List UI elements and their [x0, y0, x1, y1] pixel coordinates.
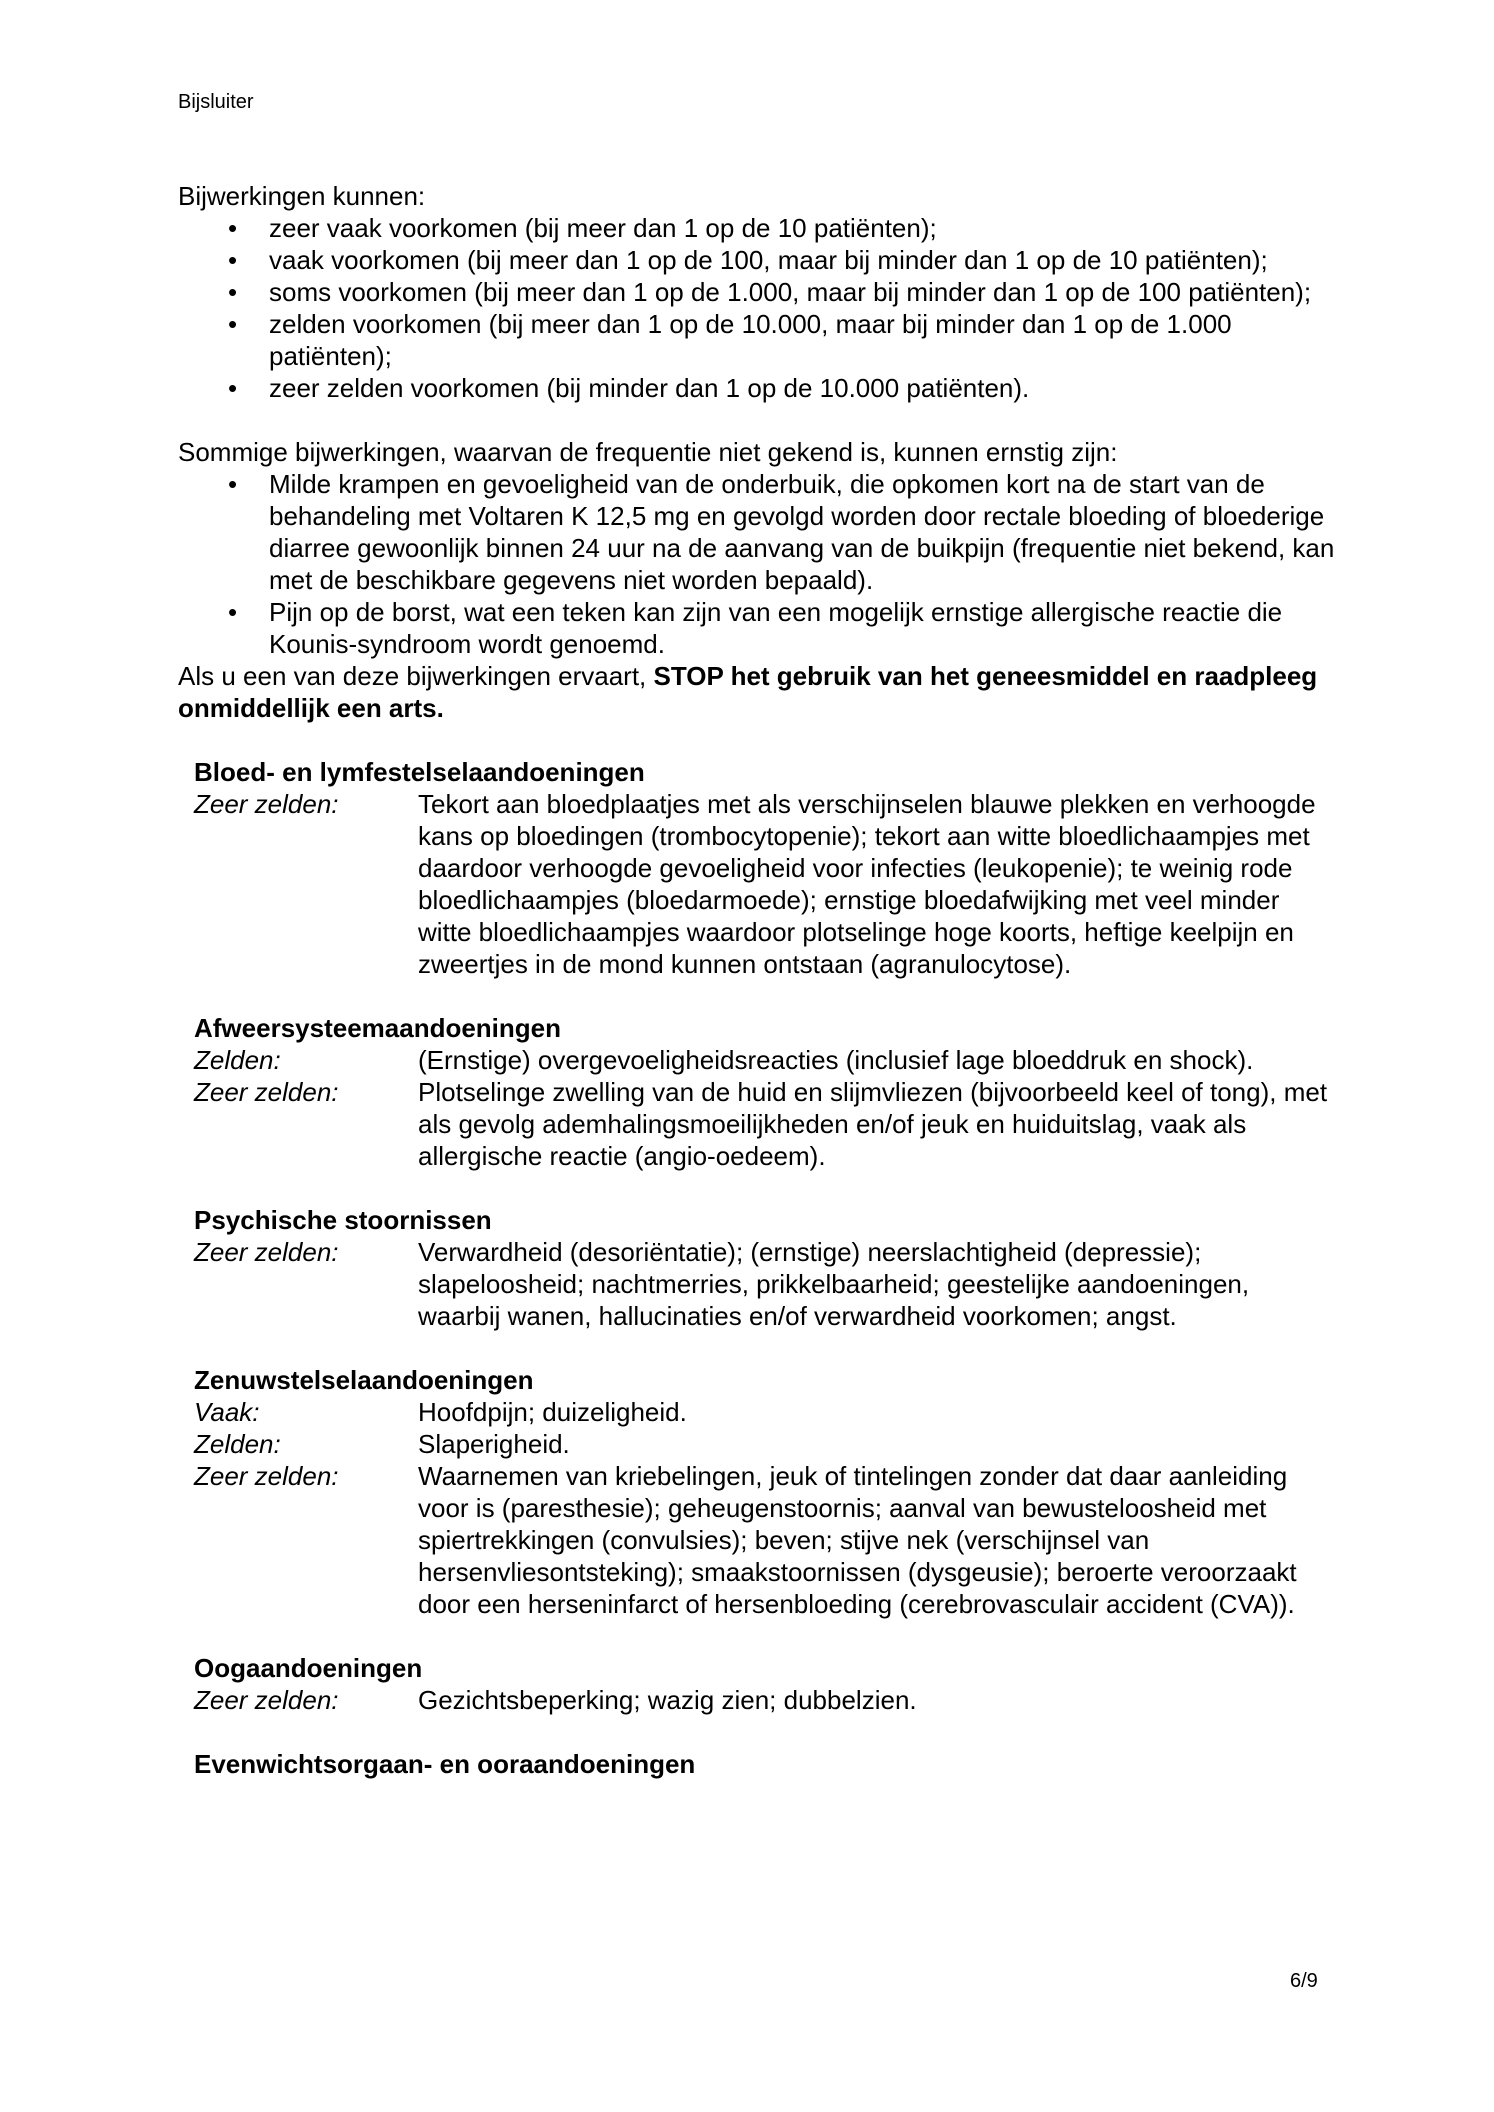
table-row	[194, 1460, 1338, 1620]
page-content	[178, 180, 1338, 1780]
list-item: • zeer vaak voorkomen (bij meer dan 1 op de 10 patiënten);	[178, 212, 1349, 244]
effect-text: Plotselinge zwelling van de huid en slijmvliezen (bijvoorbeeld keel of tong), met als gevolg ademhalingsmoeilijkheden en/of jeuk en huiduitslag, vaak als allergische reactie (angio-oedeem).	[418, 1077, 1328, 1171]
section-title: Oogaandoeningen	[194, 1653, 423, 1683]
effect-text: Hoofdpijn; duizeligheid.	[418, 1397, 687, 1427]
effect-text: (Ernstige) overgevoeligheidsreacties (inclusief lage bloeddruk en shock).	[418, 1045, 1254, 1075]
section-nervous	[194, 1364, 1338, 1620]
frequency-list	[178, 212, 1338, 404]
list-item: • soms voorkomen (bij meer dan 1 op de 1.000, maar bij minder dan 1 op de 100 patiënten);	[178, 276, 1349, 308]
section-ear	[194, 1748, 1338, 1780]
stop-prefix: Als u een van deze bijwerkingen ervaart,	[178, 661, 654, 691]
section-immune	[194, 1012, 1338, 1172]
table-row	[194, 1684, 1338, 1716]
frequency-label: Zeer zelden:	[194, 789, 339, 819]
list-item: • zeer zelden voorkomen (bij minder dan 1 op de 10.000 patiënten).	[178, 372, 1349, 404]
table-row	[194, 1396, 1338, 1428]
list-item: • zelden voorkomen (bij meer dan 1 op de 10.000, maar bij minder dan 1 op de 1.000 patiënten);	[178, 308, 1349, 372]
section-eye	[194, 1652, 1338, 1716]
serious-list	[178, 468, 1338, 660]
effect-text: Slaperigheid.	[418, 1429, 570, 1459]
frequency-label: Zeer zelden:	[194, 1237, 339, 1267]
frequency-label: Zelden:	[194, 1429, 281, 1459]
table-row	[194, 1044, 1338, 1076]
frequency-intro: Bijwerkingen kunnen:	[178, 181, 426, 211]
frequency-label: Zeer zelden:	[194, 1461, 339, 1491]
section-psych	[194, 1204, 1338, 1332]
list-item: • Milde krampen en gevoeligheid van de onderbuik, die opkomen kort na de start van de behandeling met Voltaren K 12,5 mg en gevolgd worden door rectale bloeding of bloederige diarree gewoonlijk binnen 24 uur na de aanvang van de buikpijn (frequentie niet bekend, kan met de beschikbare gegevens niet worden bepaald).	[178, 468, 1349, 596]
frequency-label: Zelden:	[194, 1045, 281, 1075]
page-number: 6/9	[1290, 1970, 1318, 1992]
effect-text: Gezichtsbeperking; wazig zien; dubbelzien.	[418, 1685, 917, 1715]
document-header: Bijsluiter	[178, 91, 254, 113]
serious-intro: Sommige bijwerkingen, waarvan de frequentie niet gekend is, kunnen ernstig zijn:	[178, 437, 1118, 467]
stop-warning	[178, 660, 1338, 724]
section-title: Zenuwstelselaandoeningen	[194, 1365, 534, 1395]
section-title: Evenwichtsorgaan- en ooraandoeningen	[194, 1749, 696, 1779]
frequency-label: Vaak:	[194, 1397, 260, 1427]
list-item: • Pijn op de borst, wat een teken kan zijn van een mogelijk ernstige allergische reactie die Kounis-syndroom wordt genoemd.	[178, 596, 1349, 660]
table-row	[194, 1428, 1338, 1460]
effect-text: Tekort aan bloedplaatjes met als verschijnselen blauwe plekken en verhoogde kans op bloedingen (trombocytopenie); tekort aan witte bloedlichaampjes met daardoor verhoogde gevoeligheid voor infecties (leukopenie); te weinig rode bloedlichaampjes (bloedarmoede); ernstige bloedafwijking met veel minder witte bloedlichaampjes waardoor plotselinge hoge koorts, heftige keelpijn en zweertjes in de mond kunnen ontstaan (agranulocytose).	[418, 789, 1316, 979]
frequency-label: Zeer zelden:	[194, 1685, 339, 1715]
effect-text: Waarnemen van kriebelingen, jeuk of tintelingen zonder dat daar aanleiding voor is (paresthesie); geheugenstoornis; aanval van bewusteloosheid met spiertrekkingen (convulsies); beven; stijve nek (verschijnsel van hersenvliesontsteking); smaakstoornissen (dysgeusie); beroerte veroorzaakt door een herseninfarct of hersenbloeding (cerebrovasculair accident (CVA)).	[418, 1461, 1297, 1619]
stop-bold-text: STOP het gebruik van het geneesmiddel en raadpleeg onmiddellijk een arts.	[178, 661, 1318, 723]
section-title: Bloed- en lymfestelselaandoeningen	[194, 757, 645, 787]
section-title: Psychische stoornissen	[194, 1205, 492, 1235]
section-blood	[194, 756, 1338, 980]
frequency-label: Zeer zelden:	[194, 1077, 339, 1107]
list-item: • vaak voorkomen (bij meer dan 1 op de 100, maar bij minder dan 1 op de 10 patiënten);	[178, 244, 1349, 276]
section-title: Afweersysteemaandoeningen	[194, 1013, 562, 1043]
table-row	[194, 1076, 1338, 1172]
effect-text: Verwardheid (desoriëntatie); (ernstige) neerslachtigheid (depressie); slapeloosheid; nachtmerries, prikkelbaarheid; geestelijke aandoeningen, waarbij wanen, hallucinaties en/of verwardheid voorkomen; angst.	[418, 1237, 1250, 1331]
table-row	[194, 1236, 1338, 1332]
table-row	[194, 788, 1338, 980]
